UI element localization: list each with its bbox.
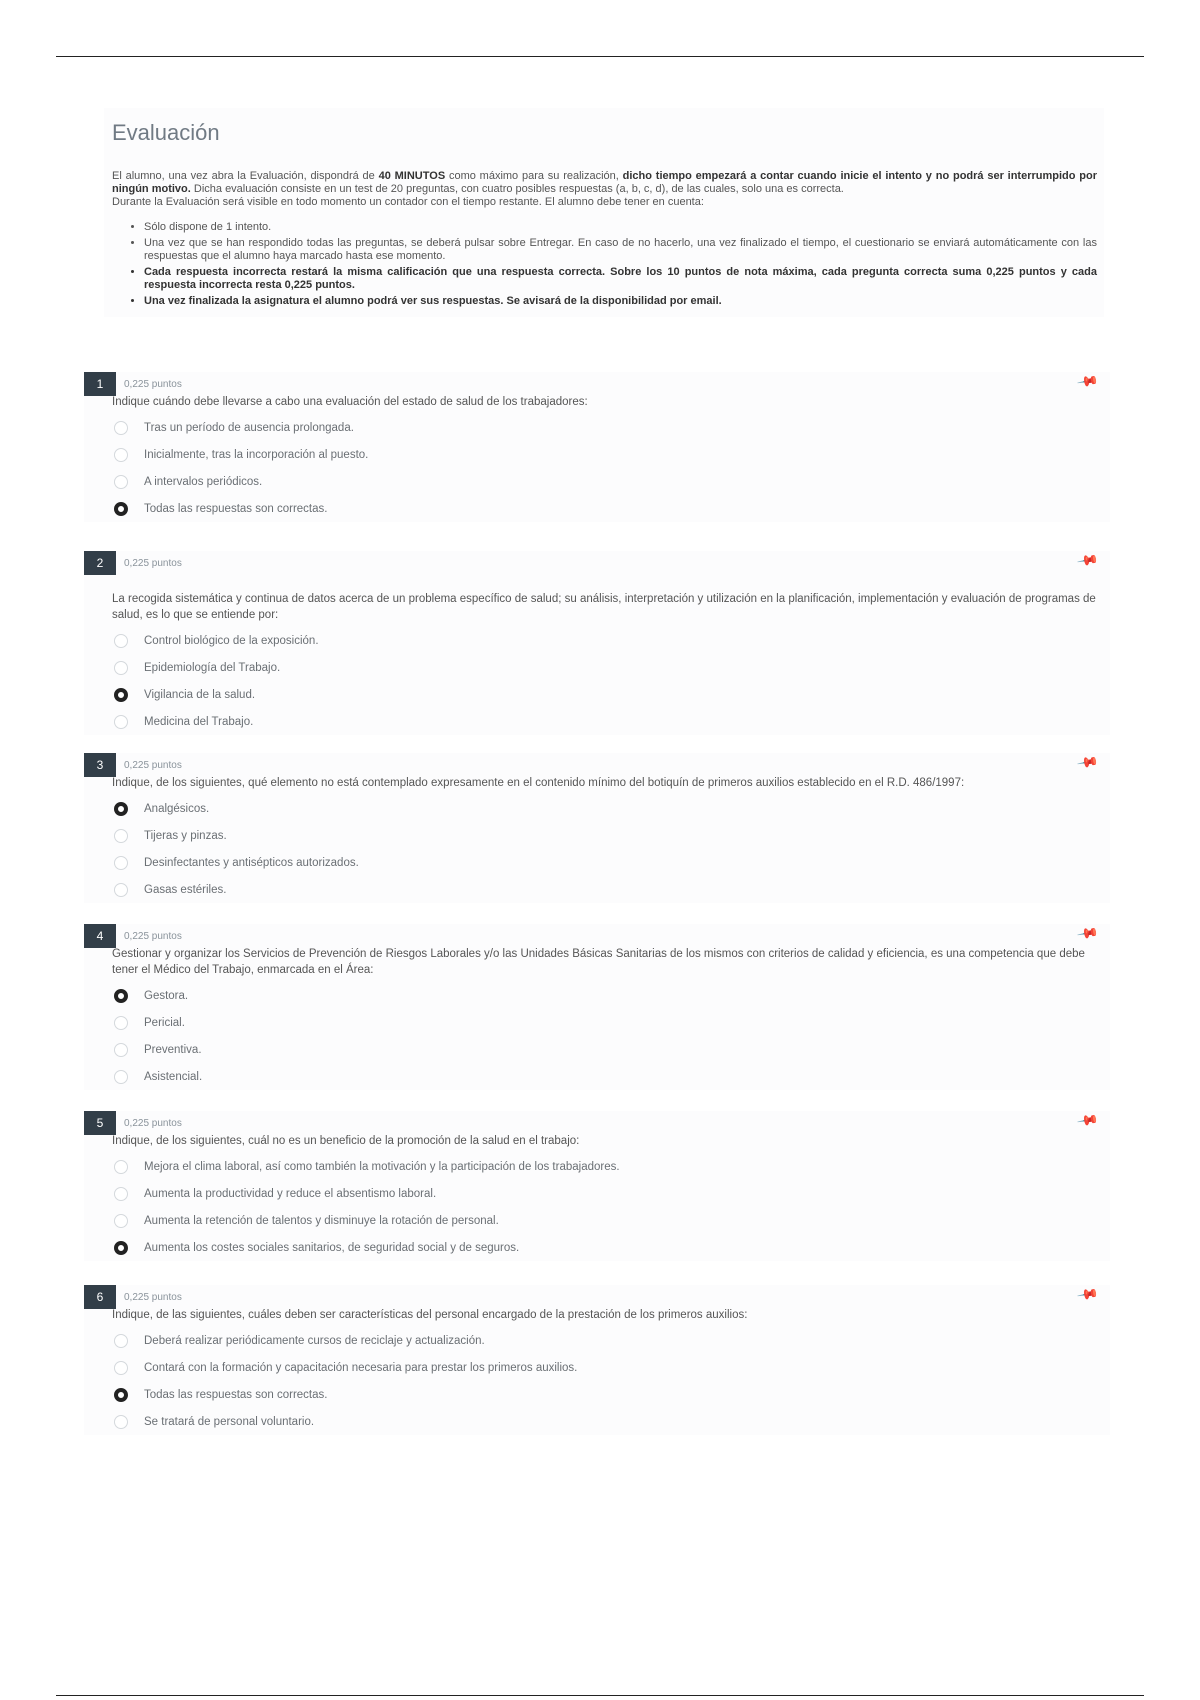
answer-option[interactable] [114, 982, 1110, 1009]
answer-option[interactable] [114, 708, 1110, 735]
instruction-item: • Una vez que se han respondido todas las preguntas, se deberá pulsar sobre Entregar. En caso de no hacerlo, una vez finalizado el tiempo, el cuestionario se enviará automáticamente con las respuestas que el alumno haya marcado hasta ese momento. [144, 237, 1097, 263]
question-number: 4 [84, 924, 116, 948]
radio-button[interactable] [114, 661, 128, 675]
pin-icon[interactable]: 📌 [1075, 1283, 1100, 1307]
answer-option[interactable] [114, 681, 1110, 708]
radio-button[interactable] [114, 1361, 128, 1375]
answer-option[interactable] [114, 1207, 1110, 1234]
question-text: Indique, de las siguientes, cuáles deben ser características del personal encargado de la prestación de los primeros auxilios: [112, 1309, 748, 1321]
pin-icon[interactable]: 📌 [1075, 1109, 1100, 1133]
answer-option[interactable] [114, 1408, 1110, 1435]
answer-option[interactable] [114, 1354, 1110, 1381]
answer-label: Se tratará de personal voluntario. [144, 1415, 315, 1428]
answer-label: Desinfectantes y antisépticos autorizados. [144, 856, 359, 869]
question-points: 0,225 puntos [124, 379, 182, 390]
instructions-paragraph-2: Durante la Evaluación será visible en todo momento un contador con el tiempo restante. El alumno debe tener en cuenta: [112, 196, 704, 208]
radio-button-selected[interactable] [114, 989, 128, 1003]
question-text: Indique, de los siguientes, cuál no es un beneficio de la promoción de la salud en el trabajo: [112, 1135, 580, 1147]
question-points: 0,225 puntos [124, 760, 182, 771]
radio-button-selected[interactable] [114, 688, 128, 702]
answer-option[interactable] [114, 1381, 1110, 1408]
question-3 [84, 753, 1110, 903]
instructions-paragraph-1: El alumno, una vez abra la Evaluación, dispondrá de 40 MINUTOS como máximo para su realización, dicho tiempo empezará a contar cuando inicie el intento y no podrá ser interrumpido por ningún motivo. Dicha evaluación consiste en un test de 20 preguntas, con cuatro posibles respuestas (a, b, c, d), de las cuales, solo una es correcta. [112, 170, 1097, 195]
radio-button-selected[interactable] [114, 1388, 128, 1402]
answer-label: Vigilancia de la salud. [144, 688, 256, 701]
radio-button[interactable] [114, 421, 128, 435]
question-number: 6 [84, 1285, 116, 1309]
pin-icon[interactable]: 📌 [1075, 751, 1100, 775]
answer-option[interactable] [114, 495, 1110, 522]
question-1 [84, 372, 1110, 522]
answer-option[interactable] [114, 876, 1110, 903]
radio-button[interactable] [114, 1160, 128, 1174]
bottom-divider [56, 1695, 1144, 1696]
radio-button-selected[interactable] [114, 1241, 128, 1255]
answer-label: Todas las respuestas son correctas. [144, 502, 328, 515]
answer-option[interactable] [114, 627, 1110, 654]
radio-button[interactable] [114, 475, 128, 489]
answer-label: Gestora. [144, 989, 189, 1002]
answer-option[interactable] [114, 468, 1110, 495]
radio-button[interactable] [114, 448, 128, 462]
radio-button[interactable] [114, 829, 128, 843]
radio-button-selected[interactable] [114, 502, 128, 516]
answer-label: Gasas estériles. [144, 883, 227, 896]
top-divider [56, 56, 1144, 57]
answer-option[interactable] [114, 1180, 1110, 1207]
answer-option[interactable] [114, 795, 1110, 822]
answer-label: Mejora el clima laboral, así como también la motivación y la participación de los trabajadores. [144, 1160, 620, 1173]
question-number: 1 [84, 372, 116, 396]
answer-option[interactable] [114, 822, 1110, 849]
answer-label: Inicialmente, tras la incorporación al puesto. [144, 448, 369, 461]
answer-label: Preventiva. [144, 1043, 202, 1056]
question-5 [84, 1111, 1110, 1261]
question-4 [84, 924, 1110, 1090]
radio-button[interactable] [114, 1415, 128, 1429]
answer-label: Deberá realizar periódicamente cursos de reciclaje y actualización. [144, 1334, 485, 1347]
radio-button[interactable] [114, 715, 128, 729]
answer-options [114, 627, 1110, 735]
answer-option[interactable] [114, 1009, 1110, 1036]
answer-label: Contará con la formación y capacitación necesaria para prestar los primeros auxilios. [144, 1361, 578, 1374]
answer-option[interactable] [114, 1153, 1110, 1180]
answer-options [114, 982, 1110, 1090]
answer-option[interactable] [114, 1036, 1110, 1063]
radio-button[interactable] [114, 1214, 128, 1228]
answer-option[interactable] [114, 1327, 1110, 1354]
question-2 [84, 551, 1110, 735]
answer-option[interactable] [114, 849, 1110, 876]
radio-button[interactable] [114, 883, 128, 897]
answer-label: Aumenta la productividad y reduce el absentismo laboral. [144, 1187, 437, 1200]
answer-options [114, 1327, 1110, 1435]
question-text: Gestionar y organizar los Servicios de Prevención de Riesgos Laborales y/o las Unidades Básicas Sanitarias de los mismos con criterios de calidad y eficiencia, es una competencia que debe tener el Médico del Trabajo, enmarcada en el Área: [112, 948, 1085, 976]
instructions-text [104, 170, 1097, 308]
radio-button-selected[interactable] [114, 802, 128, 816]
question-6 [84, 1285, 1110, 1435]
question-number: 5 [84, 1111, 116, 1135]
answer-option[interactable] [114, 441, 1110, 468]
answer-label: Medicina del Trabajo. [144, 715, 254, 728]
instructions-panel [104, 108, 1104, 317]
answer-options [114, 1153, 1110, 1261]
instructions-list [112, 221, 1097, 308]
answer-label: Tijeras y pinzas. [144, 829, 227, 842]
pin-icon[interactable]: 📌 [1075, 549, 1100, 573]
answer-label: Aumenta los costes sociales sanitarios, de seguridad social y de seguros. [144, 1241, 520, 1254]
radio-button[interactable] [114, 1334, 128, 1348]
answer-option[interactable] [114, 654, 1110, 681]
page-title: Evaluación [112, 120, 220, 145]
answer-label: Pericial. [144, 1016, 185, 1029]
question-points: 0,225 puntos [124, 931, 182, 942]
answer-label: Asistencial. [144, 1070, 203, 1083]
question-number: 2 [84, 551, 116, 575]
radio-button[interactable] [114, 1187, 128, 1201]
question-points: 0,225 puntos [124, 558, 182, 569]
answer-label: Todas las respuestas son correctas. [144, 1388, 328, 1401]
answer-options [114, 795, 1110, 903]
radio-button[interactable] [114, 1070, 128, 1084]
question-text: Indique, de los siguientes, qué elemento no está contemplado expresamente en el contenido mínimo del botiquín de primeros auxilios establecido en el R.D. 486/1997: [112, 777, 965, 789]
instruction-item: • Cada respuesta incorrecta restará la misma calificación que una respuesta correcta. Sobre los 10 puntos de nota máxima, cada pregunta correcta suma 0,225 puntos y cada respuesta incorrecta resta 0,225 puntos. [144, 266, 1097, 292]
answer-label: Epidemiología del Trabajo. [144, 661, 281, 674]
instruction-item: • Sólo dispone de 1 intento. [144, 221, 1097, 234]
question-number: 3 [84, 753, 116, 777]
answer-label: Analgésicos. [144, 802, 210, 815]
question-text: Indique cuándo debe llevarse a cabo una evaluación del estado de salud de los trabajadores: [112, 396, 588, 408]
question-points: 0,225 puntos [124, 1292, 182, 1303]
answer-label: Tras un período de ausencia prolongada. [144, 421, 354, 434]
answer-label: Aumenta la retención de talentos y disminuye la rotación de personal. [144, 1214, 499, 1227]
answer-options [114, 414, 1110, 522]
pin-icon[interactable]: 📌 [1075, 370, 1100, 394]
radio-button[interactable] [114, 856, 128, 870]
question-text: La recogida sistemática y continua de datos acerca de un problema específico de salud; su análisis, interpretación y utilización en la planificación, implementación y evaluación de programas de salud, es lo que se entiende por: [112, 593, 1096, 621]
answer-option[interactable] [114, 1063, 1110, 1090]
answer-option[interactable] [114, 414, 1110, 441]
radio-button[interactable] [114, 1016, 128, 1030]
answer-label: A intervalos periódicos. [144, 475, 263, 488]
question-points: 0,225 puntos [124, 1118, 182, 1129]
pin-icon[interactable]: 📌 [1075, 922, 1100, 946]
radio-button[interactable] [114, 1043, 128, 1057]
answer-label: Control biológico de la exposición. [144, 634, 319, 647]
radio-button[interactable] [114, 634, 128, 648]
instruction-item: • Una vez finalizada la asignatura el alumno podrá ver sus respuestas. Se avisará de la disponibilidad por email. [144, 295, 1097, 308]
answer-option[interactable] [114, 1234, 1110, 1261]
